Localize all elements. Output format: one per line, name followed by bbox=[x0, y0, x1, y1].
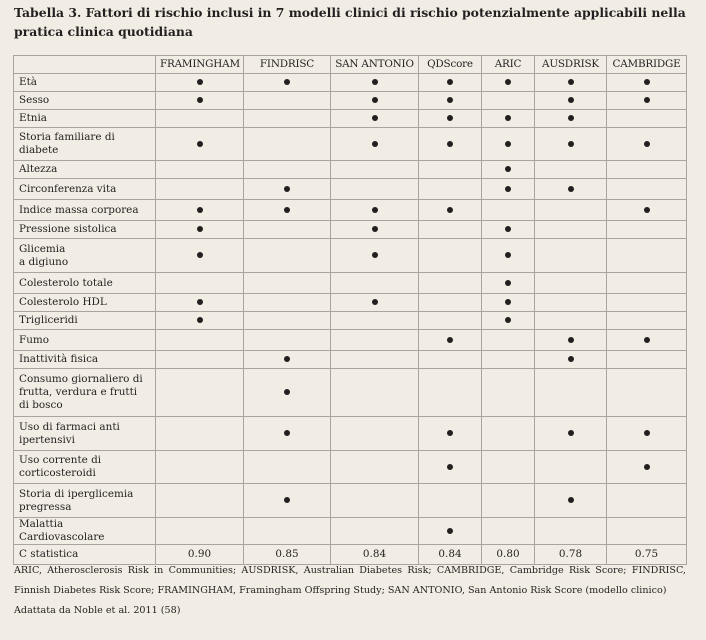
included-dot-icon bbox=[197, 317, 203, 323]
table-cell bbox=[331, 239, 419, 273]
table-cell bbox=[535, 221, 607, 239]
header-san-antonio: SAN ANTONIO bbox=[331, 56, 419, 74]
table-cell bbox=[419, 369, 482, 417]
table-cell bbox=[244, 179, 331, 200]
table-cell bbox=[482, 294, 535, 312]
table-cell bbox=[535, 330, 607, 351]
included-dot-icon bbox=[197, 79, 203, 85]
table-cell bbox=[607, 484, 687, 518]
table-cell bbox=[156, 110, 244, 128]
included-dot-icon bbox=[644, 430, 650, 436]
row-label: Malattia Cardiovascolare bbox=[14, 518, 156, 545]
included-dot-icon bbox=[505, 115, 511, 121]
table-cell bbox=[331, 92, 419, 110]
table-cell bbox=[607, 92, 687, 110]
included-dot-icon bbox=[284, 79, 290, 85]
table-cell bbox=[156, 128, 244, 161]
included-dot-icon bbox=[447, 207, 453, 213]
included-dot-icon bbox=[568, 337, 574, 343]
row-label: Consumo giornaliero di frutta, verdura e frutti di bosco bbox=[14, 369, 156, 417]
table-cell bbox=[535, 161, 607, 179]
table-cell bbox=[244, 74, 331, 92]
included-dot-icon bbox=[284, 430, 290, 436]
included-dot-icon bbox=[505, 166, 511, 172]
table-cell bbox=[419, 128, 482, 161]
table-cell bbox=[607, 369, 687, 417]
table-cell bbox=[535, 484, 607, 518]
c-statistic-value: 0.90 bbox=[156, 545, 244, 565]
table-row bbox=[14, 179, 687, 200]
row-label: Colesterolo HDL bbox=[14, 294, 156, 312]
included-dot-icon bbox=[197, 207, 203, 213]
row-label: Sesso bbox=[14, 92, 156, 110]
included-dot-icon bbox=[447, 115, 453, 121]
table-cell bbox=[419, 451, 482, 484]
table-cell bbox=[244, 451, 331, 484]
included-dot-icon bbox=[197, 141, 203, 147]
c-statistic-value: 0.85 bbox=[244, 545, 331, 565]
row-label: Storia familiare di diabete bbox=[14, 128, 156, 161]
table-cell bbox=[607, 179, 687, 200]
table-cell bbox=[244, 273, 331, 294]
table-cell bbox=[244, 239, 331, 273]
row-label: Colesterolo totale bbox=[14, 273, 156, 294]
table-cell bbox=[482, 239, 535, 273]
table-cell bbox=[607, 451, 687, 484]
row-label: Fumo bbox=[14, 330, 156, 351]
included-dot-icon bbox=[447, 141, 453, 147]
included-dot-icon bbox=[505, 226, 511, 232]
included-dot-icon bbox=[505, 79, 511, 85]
included-dot-icon bbox=[372, 226, 378, 232]
risk-factors-table bbox=[13, 55, 687, 565]
table-cell bbox=[244, 110, 331, 128]
table-cell bbox=[244, 221, 331, 239]
included-dot-icon bbox=[197, 226, 203, 232]
table-cell bbox=[419, 161, 482, 179]
row-label: Etnia bbox=[14, 110, 156, 128]
included-dot-icon bbox=[644, 337, 650, 343]
table-cell bbox=[535, 128, 607, 161]
footnote-source: Adattata da Noble et al. 2011 (58) bbox=[14, 605, 181, 616]
table-cell bbox=[482, 221, 535, 239]
included-dot-icon bbox=[644, 464, 650, 470]
included-dot-icon bbox=[372, 79, 378, 85]
footnote-abbreviations: ARIC, Atherosclerosis Risk in Communities; AUSDRISK, Australian Diabetes Risk; CAMBRIDGE, Cambridge Risk Score; FINDRISC, Finnish Diabetes Risk Score; FRAMINGHAM, Framingham Offspring Study; SAN ANTONIO, San Antonio Risk Score (modello clinico) bbox=[14, 565, 686, 596]
header-row bbox=[14, 56, 687, 74]
included-dot-icon bbox=[568, 141, 574, 147]
included-dot-icon bbox=[284, 356, 290, 362]
table-cell bbox=[535, 74, 607, 92]
table-cell bbox=[607, 161, 687, 179]
table-cell bbox=[156, 294, 244, 312]
row-label: Trigliceridi bbox=[14, 312, 156, 330]
table-cell bbox=[331, 221, 419, 239]
row-label: Storia di iperglicemia pregressa bbox=[14, 484, 156, 518]
table-cell bbox=[156, 239, 244, 273]
table-cell bbox=[244, 294, 331, 312]
c-statistic-value: 0.78 bbox=[535, 545, 607, 565]
table-cell bbox=[244, 417, 331, 451]
header-qdscore: QDScore bbox=[419, 56, 482, 74]
table-cell bbox=[607, 518, 687, 545]
included-dot-icon bbox=[447, 528, 453, 534]
table-cell bbox=[156, 484, 244, 518]
included-dot-icon bbox=[505, 317, 511, 323]
table-cell bbox=[244, 518, 331, 545]
included-dot-icon bbox=[372, 299, 378, 305]
table-cell bbox=[244, 484, 331, 518]
table-row bbox=[14, 110, 687, 128]
table-cell bbox=[419, 273, 482, 294]
table-cell bbox=[331, 294, 419, 312]
header-aric: ARIC bbox=[482, 56, 535, 74]
table-row bbox=[14, 351, 687, 369]
table-row bbox=[14, 239, 687, 273]
table-row bbox=[14, 221, 687, 239]
included-dot-icon bbox=[197, 252, 203, 258]
table-cell bbox=[419, 221, 482, 239]
table-cell bbox=[156, 330, 244, 351]
table-row bbox=[14, 74, 687, 92]
table-row bbox=[14, 484, 687, 518]
c-statistic-value: 0.75 bbox=[607, 545, 687, 565]
included-dot-icon bbox=[644, 207, 650, 213]
table-footnote bbox=[14, 561, 686, 621]
table-row bbox=[14, 200, 687, 221]
included-dot-icon bbox=[505, 280, 511, 286]
table-cell bbox=[535, 294, 607, 312]
c-statistic-value: 0.80 bbox=[482, 545, 535, 565]
table-cell bbox=[535, 273, 607, 294]
table-cell bbox=[244, 128, 331, 161]
table-cell bbox=[156, 92, 244, 110]
table-cell bbox=[244, 200, 331, 221]
table-cell bbox=[535, 239, 607, 273]
included-dot-icon bbox=[372, 97, 378, 103]
table-cell bbox=[482, 484, 535, 518]
table-cell bbox=[535, 417, 607, 451]
table-row bbox=[14, 330, 687, 351]
table-cell bbox=[419, 294, 482, 312]
row-label: Pressione sistolica bbox=[14, 221, 156, 239]
table-cell bbox=[156, 351, 244, 369]
table-cell bbox=[607, 239, 687, 273]
table-cell bbox=[607, 128, 687, 161]
table-cell bbox=[482, 110, 535, 128]
table-cell bbox=[244, 351, 331, 369]
table-row bbox=[14, 128, 687, 161]
row-label: Inattività fisica bbox=[14, 351, 156, 369]
table-cell bbox=[419, 312, 482, 330]
table-cell bbox=[156, 312, 244, 330]
table-cell bbox=[156, 369, 244, 417]
table-cell bbox=[482, 330, 535, 351]
table-cell bbox=[331, 417, 419, 451]
included-dot-icon bbox=[447, 97, 453, 103]
table-cell bbox=[607, 351, 687, 369]
included-dot-icon bbox=[372, 141, 378, 147]
table-cell bbox=[244, 330, 331, 351]
table-row bbox=[14, 273, 687, 294]
table-cell bbox=[156, 161, 244, 179]
included-dot-icon bbox=[447, 464, 453, 470]
row-label: Indice massa corporea bbox=[14, 200, 156, 221]
row-label: Uso corrente di corticosteroidi bbox=[14, 451, 156, 484]
table-cell bbox=[535, 369, 607, 417]
included-dot-icon bbox=[372, 115, 378, 121]
table-cell bbox=[419, 351, 482, 369]
table-cell bbox=[482, 179, 535, 200]
table-cell bbox=[482, 518, 535, 545]
table-cell bbox=[156, 451, 244, 484]
included-dot-icon bbox=[447, 430, 453, 436]
table-cell bbox=[156, 179, 244, 200]
table-cell bbox=[482, 74, 535, 92]
header-framingham: FRAMINGHAM bbox=[156, 56, 244, 74]
table-cell bbox=[607, 273, 687, 294]
table-cell bbox=[607, 330, 687, 351]
table-cell bbox=[331, 351, 419, 369]
table-cell bbox=[156, 200, 244, 221]
table-cell bbox=[156, 417, 244, 451]
table-cell bbox=[156, 221, 244, 239]
table-cell bbox=[535, 518, 607, 545]
included-dot-icon bbox=[372, 252, 378, 258]
row-label: Circonferenza vita bbox=[14, 179, 156, 200]
included-dot-icon bbox=[644, 79, 650, 85]
table-cell bbox=[482, 451, 535, 484]
table-cell bbox=[482, 92, 535, 110]
table-cell bbox=[419, 92, 482, 110]
included-dot-icon bbox=[447, 79, 453, 85]
included-dot-icon bbox=[284, 389, 290, 395]
table-row bbox=[14, 417, 687, 451]
table-cell bbox=[331, 369, 419, 417]
included-dot-icon bbox=[284, 186, 290, 192]
included-dot-icon bbox=[197, 97, 203, 103]
included-dot-icon bbox=[568, 356, 574, 362]
included-dot-icon bbox=[568, 115, 574, 121]
row-label: Età bbox=[14, 74, 156, 92]
table-cell bbox=[419, 179, 482, 200]
included-dot-icon bbox=[644, 141, 650, 147]
table-cell bbox=[244, 312, 331, 330]
table-cell bbox=[535, 110, 607, 128]
included-dot-icon bbox=[568, 430, 574, 436]
table-cell bbox=[482, 200, 535, 221]
included-dot-icon bbox=[505, 186, 511, 192]
table-cell bbox=[535, 351, 607, 369]
table-cell bbox=[482, 369, 535, 417]
table-cell bbox=[535, 312, 607, 330]
table-cell bbox=[419, 330, 482, 351]
included-dot-icon bbox=[568, 497, 574, 503]
table-cell bbox=[482, 351, 535, 369]
included-dot-icon bbox=[284, 207, 290, 213]
table-cell bbox=[331, 74, 419, 92]
row-label: C statistica bbox=[14, 545, 156, 565]
table-row bbox=[14, 369, 687, 417]
table-row bbox=[14, 161, 687, 179]
table-caption: Tabella 3. Fattori di rischio inclusi in 7 modelli clinici di rischio potenzialmente applicabili nella pratica clinica quotidiana bbox=[14, 5, 686, 39]
included-dot-icon bbox=[505, 299, 511, 305]
table-cell bbox=[535, 179, 607, 200]
table-row bbox=[14, 312, 687, 330]
table-cell bbox=[331, 518, 419, 545]
table-cell bbox=[331, 179, 419, 200]
table-cell bbox=[535, 451, 607, 484]
table-cell bbox=[419, 110, 482, 128]
included-dot-icon bbox=[644, 97, 650, 103]
c-statistic-value: 0.84 bbox=[331, 545, 419, 565]
included-dot-icon bbox=[568, 79, 574, 85]
c-statistic-value: 0.84 bbox=[419, 545, 482, 565]
row-label: Uso di farmaci anti ipertensivi bbox=[14, 417, 156, 451]
table-cell bbox=[156, 74, 244, 92]
table-cell bbox=[607, 221, 687, 239]
table-cell bbox=[331, 110, 419, 128]
table-cell bbox=[607, 200, 687, 221]
table-cell bbox=[244, 369, 331, 417]
table-cell bbox=[331, 451, 419, 484]
included-dot-icon bbox=[568, 186, 574, 192]
table-cell bbox=[156, 518, 244, 545]
header-cambridge: CAMBRIDGE bbox=[607, 56, 687, 74]
table-cell bbox=[607, 417, 687, 451]
header-ausdrisk: AUSDRISK bbox=[535, 56, 607, 74]
table-cell bbox=[482, 417, 535, 451]
table-cell bbox=[419, 239, 482, 273]
header-findrisc: FINDRISC bbox=[244, 56, 331, 74]
table-cell bbox=[535, 200, 607, 221]
table-cell bbox=[331, 161, 419, 179]
header-cell-empty bbox=[14, 56, 156, 74]
table-cell bbox=[331, 484, 419, 518]
row-label: Altezza bbox=[14, 161, 156, 179]
table-cell bbox=[607, 312, 687, 330]
table-cell bbox=[482, 273, 535, 294]
table-cell bbox=[331, 273, 419, 294]
table-cell bbox=[607, 294, 687, 312]
table-cell bbox=[156, 273, 244, 294]
included-dot-icon bbox=[372, 207, 378, 213]
table-cell bbox=[244, 92, 331, 110]
table-cell bbox=[331, 200, 419, 221]
table-cell bbox=[331, 330, 419, 351]
table-cell bbox=[331, 312, 419, 330]
table-row bbox=[14, 451, 687, 484]
table-cell bbox=[419, 74, 482, 92]
table-row bbox=[14, 518, 687, 545]
table-cell bbox=[482, 128, 535, 161]
table-cell bbox=[607, 74, 687, 92]
included-dot-icon bbox=[505, 141, 511, 147]
table-cell bbox=[331, 128, 419, 161]
table-row bbox=[14, 294, 687, 312]
table-cell bbox=[419, 484, 482, 518]
table-cell bbox=[419, 200, 482, 221]
table-cell bbox=[535, 92, 607, 110]
included-dot-icon bbox=[447, 337, 453, 343]
included-dot-icon bbox=[568, 97, 574, 103]
table-cell bbox=[482, 312, 535, 330]
table-cell bbox=[419, 417, 482, 451]
table-cell bbox=[244, 161, 331, 179]
table-cell bbox=[482, 161, 535, 179]
included-dot-icon bbox=[197, 299, 203, 305]
table-row bbox=[14, 92, 687, 110]
table-body bbox=[14, 74, 687, 565]
table-cell bbox=[419, 518, 482, 545]
row-label: Glicemia a digiuno bbox=[14, 239, 156, 273]
table-cell bbox=[607, 110, 687, 128]
included-dot-icon bbox=[505, 252, 511, 258]
included-dot-icon bbox=[284, 497, 290, 503]
